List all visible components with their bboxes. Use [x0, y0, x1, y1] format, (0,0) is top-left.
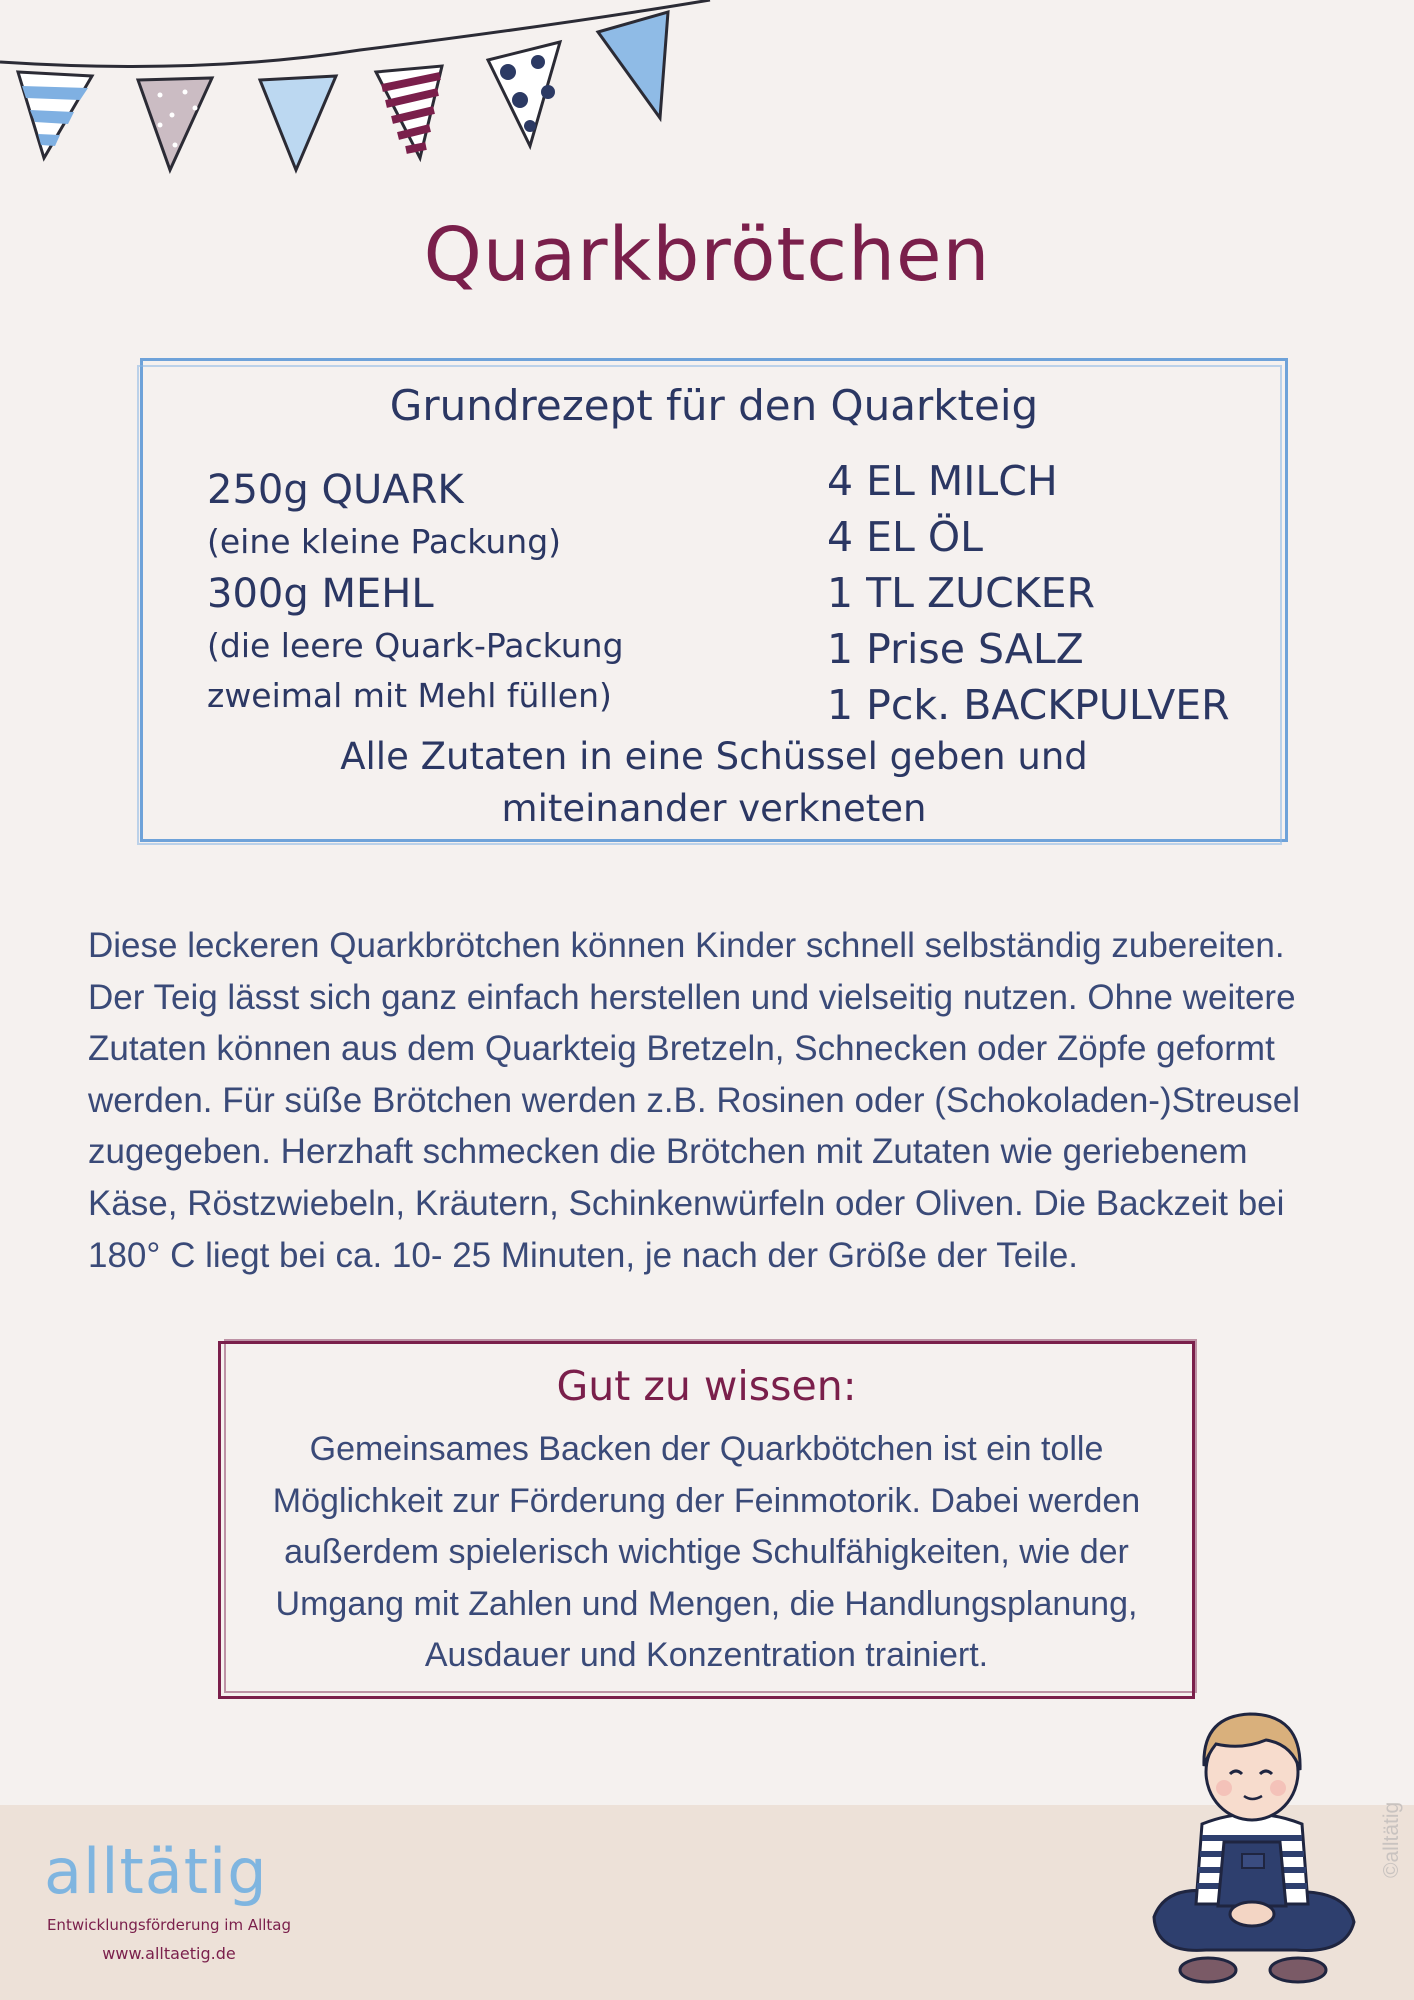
bunting-decoration [0, 0, 720, 175]
bunting-flag-blue-2 [598, 12, 668, 118]
ingredients-right [827, 453, 1267, 733]
info-line: Ausdauer und Konzentration trainiert. [424, 1636, 989, 1675]
description-line: Käse, Röstzwiebeln, Kräutern, Schinkenwürfeln oder Oliven. Die Backzeit bei [88, 1183, 1285, 1223]
page-title: Quarkbrötchen [423, 212, 991, 298]
ingredient-mehl-note-1: (die leere Quark-Packung [207, 626, 624, 665]
info-line: Gemeinsames Backen der Quarkbötchen ist ein tolle [309, 1430, 1104, 1468]
ingredient-mehl: 300g MEHL [207, 571, 434, 617]
description-line: Diese leckeren Quarkbrötchen können Kinder schnell selbständig zubereiten. [88, 926, 1285, 965]
ingredient-quark: 250g QUARK [207, 467, 464, 513]
bunting-flag-maroon-striped [376, 66, 442, 158]
bunting-flag-dotted [138, 78, 212, 170]
ingredient-oel: 4 EL ÖL [827, 513, 984, 561]
brand-logo: alltätig [44, 1835, 268, 1908]
ingredient-milch: 4 EL MILCH [827, 457, 1058, 505]
instruction-line: miteinander verkneten [501, 787, 927, 830]
brand-tagline: Entwicklungsförderung im Alltag [46, 1916, 292, 1934]
info-text [241, 1424, 1172, 1682]
recipe-box [140, 358, 1288, 842]
copyright-watermark: ©alltätig [1380, 1801, 1403, 1878]
info-box [218, 1341, 1195, 1699]
recipe-heading: Grundrezept für den Quarkteig [389, 381, 1039, 430]
recipe-instruction [143, 731, 1285, 835]
ingredient-zucker: 1 TL ZUCKER [827, 569, 1096, 617]
child-illustration [1146, 1692, 1360, 1992]
info-line: Möglichkeit zur Förderung der Feinmotorik. Dabei werden [272, 1481, 1141, 1520]
description-paragraph [88, 920, 1338, 1281]
ingredient-quark-note: (eine kleine Packung) [207, 522, 562, 561]
instruction-line: Alle Zutaten in eine Schüssel geben und [340, 735, 1088, 778]
ingredient-mehl-note-2: zweimal mit Mehl füllen) [207, 676, 612, 715]
ingredients-left [207, 463, 767, 721]
bunting-flag-striped [18, 72, 92, 158]
description-line: Zutaten können aus dem Quarkteig Bretzeln, Schnecken oder Zöpfe geformt [88, 1029, 1275, 1069]
description-line: werden. Für süße Brötchen werden z.B. Rosinen oder (Schokoladen-)Streusel [88, 1080, 1300, 1120]
info-line: Umgang mit Zahlen und Mengen, die Handlungsplanung, [275, 1584, 1138, 1623]
description-line: 180° C liegt bei ca. 10- 25 Minuten, je nach der Größe der Teile. [88, 1235, 1079, 1275]
description-line: Der Teig lässt sich ganz einfach herstellen und vielseitig nutzen. Ohne weitere [88, 977, 1296, 1017]
ingredient-salz: 1 Prise SALZ [827, 625, 1084, 673]
info-heading: Gut zu wissen: [556, 1362, 857, 1410]
bunting-flag-navy-dots [488, 42, 560, 146]
description-line: zugegeben. Herzhaft schmecken die Brötchen mit Zutaten wie geriebenem [88, 1132, 1248, 1172]
ingredient-backpulver: 1 Pck. BACKPULVER [827, 681, 1230, 729]
website-link[interactable]: www.alltaetig.de [102, 1944, 236, 1963]
info-line: außerdem spielerisch wichtige Schulfähigkeiten, wie der [284, 1533, 1129, 1572]
bunting-flag-blue [260, 76, 336, 170]
